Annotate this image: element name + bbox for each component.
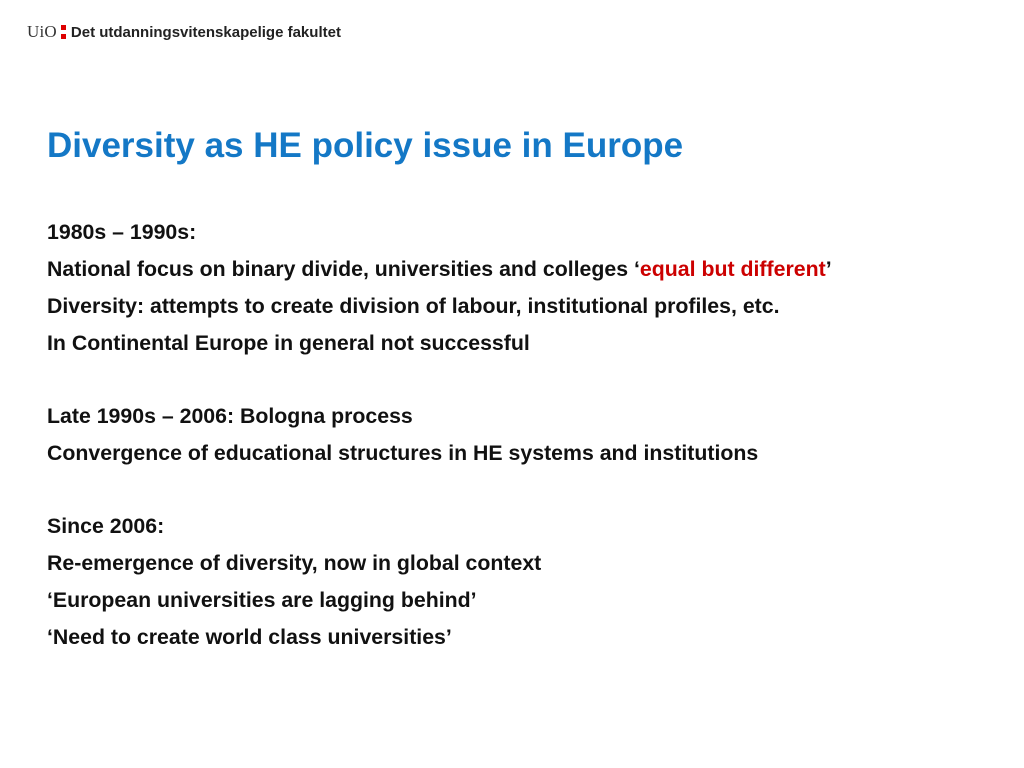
section3-lagging-line: ‘European universities are lagging behind’ [47, 588, 477, 612]
section2-heading: Late 1990s – 2006: Bologna process [47, 404, 413, 428]
section3-world-class-line: ‘Need to create world class universities’ [47, 625, 452, 649]
section-gap [47, 472, 1017, 508]
section3-reemergence-line: Re-emergence of diversity, now in global context [47, 551, 542, 575]
closing-quote: ’ [825, 257, 832, 281]
colon-dot-bottom [61, 34, 66, 39]
section1-diversity-line: Diversity: attempts to create division of labour, institutional profiles, etc. [47, 294, 780, 318]
section2-convergence-line: Convergence of educational structures in HE systems and institutions [47, 441, 759, 465]
slide-title: Diversity as HE policy issue in Europe [47, 126, 684, 165]
slide-body [47, 214, 1017, 656]
binary-divide-text: National focus on binary divide, universities and colleges ‘ [47, 257, 640, 281]
section3-heading: Since 2006: [47, 514, 165, 538]
section1-binary-divide-line [47, 251, 1017, 288]
section1-heading: 1980s – 1990s: [47, 220, 197, 244]
equal-but-different-highlight: equal but different [639, 257, 826, 281]
section1-continental-line: In Continental Europe in general not successful [47, 331, 530, 355]
uio-logo-text: UiO [27, 22, 57, 41]
header-logo [27, 21, 341, 43]
faculty-name: Det utdanningsvitenskapelige fakultet [70, 23, 341, 41]
colon-dot-top [61, 25, 66, 30]
uio-colon-icon [61, 25, 66, 39]
section-gap [47, 362, 1017, 398]
